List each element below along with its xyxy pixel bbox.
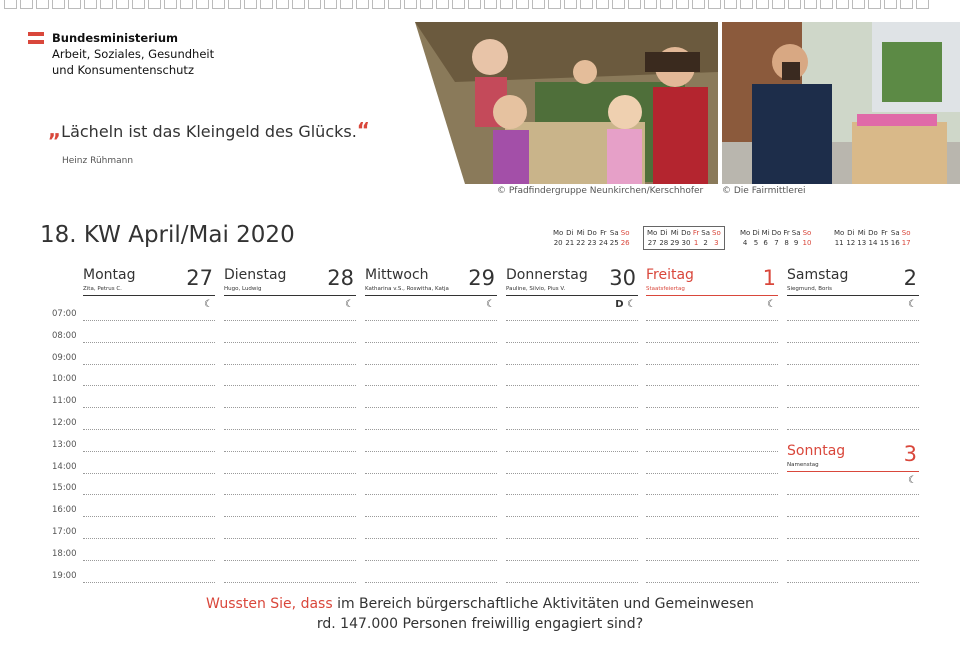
- writing-line[interactable]: [506, 385, 638, 386]
- photo-credit-2: © Die Fairmittlerei: [722, 186, 806, 196]
- writing-line[interactable]: [365, 560, 497, 561]
- binding-hole: [692, 0, 705, 9]
- binding-hole: [372, 0, 385, 9]
- writing-line[interactable]: [787, 516, 919, 517]
- writing-line[interactable]: [506, 473, 638, 474]
- binding-hole: [484, 0, 497, 9]
- week-title: 18. KW April/Mai 2020: [40, 222, 295, 248]
- moon-phase-icon: ☾: [908, 299, 917, 310]
- binding-hole: [724, 0, 737, 9]
- time-label: 16:00: [52, 505, 77, 516]
- day-header-wednesday: [365, 264, 497, 310]
- binding-hole: [420, 0, 433, 9]
- writing-line[interactable]: [224, 538, 356, 539]
- writing-line[interactable]: [224, 364, 356, 365]
- moon-phase-icon: ☾: [204, 299, 213, 310]
- binding-hole: [132, 0, 145, 9]
- day-header-monday: [83, 264, 215, 310]
- day-rule: [365, 295, 497, 296]
- writing-line[interactable]: [365, 494, 497, 495]
- writing-line[interactable]: [83, 364, 215, 365]
- quote-close-mark: “: [356, 118, 370, 142]
- time-label: 13:00: [52, 439, 77, 450]
- writing-line[interactable]: [506, 320, 638, 321]
- ministry-name: [52, 30, 214, 78]
- binding-hole: [852, 0, 865, 9]
- binding-hole: [516, 0, 529, 9]
- volunteer-photo: [722, 22, 960, 184]
- writing-line[interactable]: [83, 516, 215, 517]
- day-name: Mittwoch: [365, 267, 429, 283]
- writing-line[interactable]: [787, 429, 919, 430]
- writing-line[interactable]: [646, 538, 778, 539]
- binding-hole: [84, 0, 97, 9]
- day-number: 1: [762, 266, 776, 290]
- time-label: 19:00: [52, 570, 77, 581]
- name-day: Katharina v.S., Roswitha, Katja: [365, 286, 449, 292]
- day-number: 3: [903, 442, 917, 466]
- writing-line[interactable]: [83, 429, 215, 430]
- binding-hole: [4, 0, 17, 9]
- name-day: Namenstag: [787, 462, 819, 468]
- writing-line[interactable]: [224, 560, 356, 561]
- binding-hole: [660, 0, 673, 9]
- time-label: 15:00: [52, 483, 77, 494]
- moon-phase-icon: ☾: [345, 299, 354, 310]
- minical-heads: Mo Di Mi Do Fr Sa So: [740, 229, 812, 237]
- binding-hole: [740, 0, 753, 9]
- binding-hole: [196, 0, 209, 9]
- day-number: 29: [468, 266, 495, 290]
- writing-line[interactable]: [83, 451, 215, 452]
- time-label: 08:00: [52, 330, 77, 341]
- minical-days: 4 5 6 7 8 9 10: [742, 239, 812, 247]
- writing-line[interactable]: [83, 473, 215, 474]
- writing-line[interactable]: [365, 516, 497, 517]
- day-rule: [787, 295, 919, 296]
- writing-line[interactable]: [646, 582, 778, 583]
- writing-line[interactable]: [365, 473, 497, 474]
- binding-hole: [244, 0, 257, 9]
- day-name: Freitag: [646, 267, 694, 283]
- day-number: 2: [903, 266, 917, 290]
- writing-line[interactable]: [787, 560, 919, 561]
- binding-hole: [708, 0, 721, 9]
- ministry-line1: Bundesministerium: [52, 31, 178, 45]
- day-rule: [83, 295, 215, 296]
- binding-hole: [228, 0, 241, 9]
- fact-box: [0, 594, 960, 634]
- binding-hole: [756, 0, 769, 9]
- time-label: 17:00: [52, 527, 77, 537]
- writing-line[interactable]: [787, 407, 919, 408]
- writing-line[interactable]: [506, 342, 638, 343]
- day-name: Donnerstag: [506, 267, 588, 283]
- writing-line[interactable]: [224, 342, 356, 343]
- binding-hole: [388, 0, 401, 9]
- binding-hole: [820, 0, 833, 9]
- writing-line[interactable]: [787, 320, 919, 321]
- writing-line[interactable]: [224, 473, 356, 474]
- day-header-tuesday: [224, 264, 356, 310]
- binding-hole: [468, 0, 481, 9]
- name-day: Hugo, Ludwig: [224, 286, 262, 292]
- day-name: Samstag: [787, 267, 849, 283]
- binding-holes: [0, 0, 960, 12]
- writing-line[interactable]: [787, 494, 919, 495]
- writing-line[interactable]: [83, 407, 215, 408]
- binding-hole: [20, 0, 33, 9]
- time-label: 10:00: [52, 374, 77, 385]
- binding-hole: [596, 0, 609, 9]
- writing-line[interactable]: [646, 407, 778, 408]
- binding-hole: [340, 0, 353, 9]
- writing-line[interactable]: [83, 560, 215, 561]
- writing-line[interactable]: [224, 407, 356, 408]
- writing-line[interactable]: [646, 429, 778, 430]
- writing-line[interactable]: [83, 385, 215, 386]
- day-header-thursday: [506, 264, 638, 310]
- writing-line[interactable]: [646, 560, 778, 561]
- ministry-line3: und Konsumentenschutz: [52, 63, 194, 77]
- binding-hole: [452, 0, 465, 9]
- ministry-line2: Arbeit, Soziales, Gesundheit: [52, 47, 215, 61]
- minical-week-20: [833, 228, 912, 248]
- binding-hole: [100, 0, 113, 9]
- writing-line[interactable]: [646, 342, 778, 343]
- day-rule: [787, 471, 919, 472]
- binding-hole: [644, 0, 657, 9]
- day-name: Dienstag: [224, 267, 287, 283]
- binding-hole: [180, 0, 193, 9]
- day-name: Montag: [83, 267, 136, 283]
- minical-heads: Mo Di Mi Do Fr Sa So: [834, 229, 911, 237]
- binding-hole: [900, 0, 913, 9]
- binding-hole: [884, 0, 897, 9]
- austria-flag-icon: [28, 32, 44, 44]
- writing-line[interactable]: [365, 342, 497, 343]
- fact-line1: [0, 594, 960, 614]
- moon-phase-icon: ☾: [486, 299, 495, 310]
- writing-line[interactable]: [224, 582, 356, 583]
- binding-hole: [308, 0, 321, 9]
- time-label: 18:00: [52, 548, 77, 559]
- minical-heads: Mo Di Mi Do Fr Sa So: [647, 229, 721, 237]
- name-day: Siegmund, Boris: [787, 286, 833, 292]
- minical-days: 20 21 22 23 24 25 26: [553, 239, 630, 247]
- binding-hole: [356, 0, 369, 9]
- writing-line[interactable]: [506, 407, 638, 408]
- writing-line[interactable]: [506, 560, 638, 561]
- binding-hole: [532, 0, 545, 9]
- binding-hole: [772, 0, 785, 9]
- writing-line[interactable]: [365, 364, 497, 365]
- quote-author: Heinz Rühmann: [62, 156, 134, 166]
- binding-hole: [868, 0, 881, 9]
- binding-hole: [148, 0, 161, 9]
- name-day: Pauline, Silvio, Pius V.: [506, 286, 566, 292]
- writing-line[interactable]: [224, 385, 356, 386]
- binding-hole: [212, 0, 225, 9]
- time-label: 09:00: [52, 352, 77, 363]
- binding-hole: [52, 0, 65, 9]
- binding-hole: [36, 0, 49, 9]
- binding-hole: [564, 0, 577, 9]
- binding-hole: [500, 0, 513, 9]
- binding-hole: [804, 0, 817, 9]
- time-label: 12:00: [52, 418, 77, 428]
- writing-line[interactable]: [365, 385, 497, 386]
- writing-line[interactable]: [646, 494, 778, 495]
- binding-hole: [916, 0, 929, 9]
- binding-hole: [612, 0, 625, 9]
- binding-hole: [788, 0, 801, 9]
- day-number: 27: [186, 266, 213, 290]
- quote: [48, 118, 370, 142]
- day-header-saturday: [787, 264, 919, 310]
- photo-credit-1: © Pfadfindergruppe Neunkirchen/Kerschhofer: [497, 186, 704, 196]
- day-rule: [506, 295, 638, 296]
- holiday-label: Staatsfeiertag: [646, 286, 685, 292]
- writing-line[interactable]: [646, 516, 778, 517]
- minical-week-19: [739, 228, 812, 248]
- day-header-sunday: [787, 440, 919, 486]
- time-label: 11:00: [52, 396, 77, 407]
- binding-hole: [548, 0, 561, 9]
- day-rule: [224, 295, 356, 296]
- writing-line[interactable]: [646, 473, 778, 474]
- writing-line[interactable]: [506, 364, 638, 365]
- time-label: 07:00: [52, 309, 77, 319]
- writing-line[interactable]: [506, 494, 638, 495]
- writing-line[interactable]: [365, 538, 497, 539]
- binding-hole: [436, 0, 449, 9]
- writing-line[interactable]: [506, 538, 638, 539]
- writing-line[interactable]: [646, 364, 778, 365]
- day-number: 28: [327, 266, 354, 290]
- writing-line[interactable]: [83, 320, 215, 321]
- binding-hole: [292, 0, 305, 9]
- name-day: Zita, Petrus C.: [83, 286, 122, 292]
- writing-line[interactable]: [646, 320, 778, 321]
- writing-line[interactable]: [506, 451, 638, 452]
- writing-line[interactable]: [224, 494, 356, 495]
- fact-highlight: Wussten Sie, dass: [206, 596, 333, 612]
- writing-line[interactable]: [365, 407, 497, 408]
- minical-heads: Mo Di Mi Do Fr Sa So: [553, 229, 630, 237]
- day-rule: [646, 295, 778, 296]
- writing-line[interactable]: [365, 451, 497, 452]
- time-label: 14:00: [52, 461, 77, 472]
- binding-hole: [68, 0, 81, 9]
- writing-line[interactable]: [646, 385, 778, 386]
- day-number: 30: [609, 266, 636, 290]
- fact-text2: rd. 147.000 Personen freiwillig engagiert sind?: [316, 616, 644, 632]
- writing-line[interactable]: [787, 582, 919, 583]
- binding-hole: [676, 0, 689, 9]
- binding-hole: [164, 0, 177, 9]
- minical-week-18-current: [643, 226, 725, 250]
- writing-line[interactable]: [83, 494, 215, 495]
- moon-phase-icon: D ☾: [615, 299, 636, 310]
- binding-hole: [404, 0, 417, 9]
- binding-hole: [836, 0, 849, 9]
- writing-line[interactable]: [224, 429, 356, 430]
- day-header-friday: [646, 264, 778, 310]
- moon-phase-icon: ☾: [767, 299, 776, 310]
- binding-hole: [324, 0, 337, 9]
- binding-hole: [276, 0, 289, 9]
- quote-open-mark: „: [48, 118, 62, 142]
- writing-line[interactable]: [787, 342, 919, 343]
- writing-line[interactable]: [365, 429, 497, 430]
- writing-line[interactable]: [646, 451, 778, 452]
- writing-line[interactable]: [787, 364, 919, 365]
- moon-phase-icon: ☾: [908, 475, 917, 486]
- minical-days: 27 28 29 30 1 2 3: [647, 239, 719, 247]
- writing-line[interactable]: [506, 582, 638, 583]
- writing-line[interactable]: [83, 582, 215, 583]
- writing-line[interactable]: [224, 451, 356, 452]
- minical-days: 11 12 13 14 15 16 17: [834, 239, 911, 247]
- scouts-photo: [415, 22, 718, 184]
- binding-hole: [116, 0, 129, 9]
- writing-line[interactable]: [83, 342, 215, 343]
- writing-line[interactable]: [506, 516, 638, 517]
- writing-line[interactable]: [365, 582, 497, 583]
- binding-hole: [260, 0, 273, 9]
- day-name: Sonntag: [787, 443, 846, 459]
- minical-week-17: [552, 228, 631, 248]
- binding-hole: [580, 0, 593, 9]
- binding-hole: [628, 0, 641, 9]
- writing-line[interactable]: [787, 538, 919, 539]
- writing-line[interactable]: [224, 320, 356, 321]
- writing-line[interactable]: [365, 320, 497, 321]
- quote-text: Lächeln ist das Kleingeld des Glücks.: [61, 122, 357, 141]
- fact-text1: im Bereich bürgerschaftliche Aktivitäten und Gemeinwesen: [332, 596, 754, 612]
- writing-line[interactable]: [224, 516, 356, 517]
- writing-line[interactable]: [787, 385, 919, 386]
- writing-line[interactable]: [83, 538, 215, 539]
- writing-line[interactable]: [506, 429, 638, 430]
